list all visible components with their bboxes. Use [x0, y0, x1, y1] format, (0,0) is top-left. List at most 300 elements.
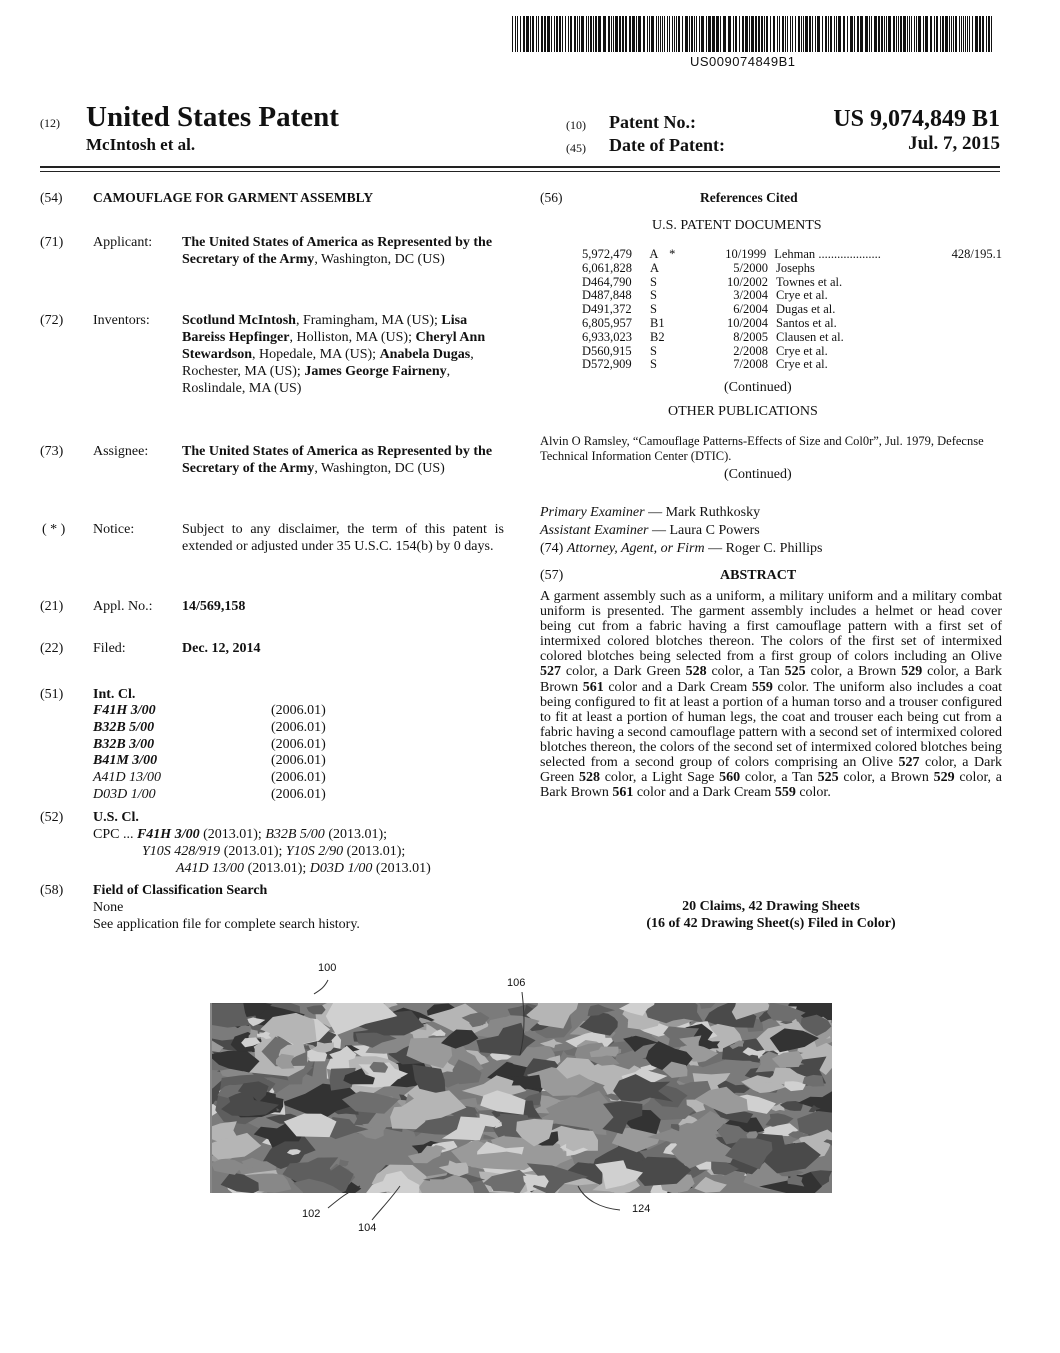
code-52: (52) [40, 810, 64, 825]
field-search-none: None [93, 900, 124, 915]
barcode-bar [991, 16, 992, 52]
barcode-bar [515, 16, 516, 52]
barcode-bar [598, 16, 601, 52]
reference-row [582, 317, 1002, 331]
barcode-bar [878, 16, 880, 52]
figure-label-106: 106 [507, 977, 526, 989]
barcode-bar [896, 16, 897, 52]
barcode-bar [669, 16, 670, 52]
figure-label-102: 102 [302, 1208, 321, 1220]
ref-number: D560,915 [582, 343, 632, 358]
cpc-version: (2013.01); [324, 827, 388, 842]
drawing-sheets-note: (16 of 42 Drawing Sheet(s) Filed in Color) [646, 916, 896, 931]
ref-number: 6,805,957 [582, 315, 632, 330]
abstract-segment: color, a Light Sage [599, 770, 720, 786]
field-search-note: See application file for complete search history. [93, 917, 360, 932]
code-73: (73) [40, 444, 64, 459]
ref-kind: S [650, 288, 657, 303]
ref-number: D487,848 [582, 288, 632, 303]
ref-kind: A [650, 260, 660, 275]
barcode-bar [751, 16, 754, 52]
barcode-bar [860, 16, 863, 52]
abstract-segment: color, a Tan [740, 770, 818, 786]
abstract-segment: color. The uniform also includes a coat being configured to fit at least a portion of a human torso and a trouser configured to fit at least a portion of human legs, the coat and trouser each being cut from a fabric having a second camouflage pattern with a second set of intermixed colored blotches thereon, the colors of the second set of intermixed colored blotches being selected from a second group of colors comprising an Olive [540, 679, 1002, 771]
attorney [540, 540, 822, 557]
barcode-bar [825, 16, 827, 52]
patent-date: Jul. 7, 2015 [908, 133, 1000, 154]
assignee-location: , Washington, DC (US) [314, 461, 445, 476]
reference-row [582, 276, 1002, 290]
barcode-bar [790, 16, 791, 52]
ref-name-text: Lehman [774, 248, 816, 261]
int-cl-row [93, 703, 393, 720]
barcode-bar [685, 16, 688, 52]
barcode-bar [556, 16, 558, 52]
barcode-bar [699, 16, 700, 52]
barcode-bar [834, 16, 835, 52]
barcode-bar [538, 16, 539, 52]
barcode-bar [613, 16, 614, 52]
figure-leader-lines [200, 960, 860, 1250]
ref-name: Crye et al. [776, 358, 828, 372]
barcode-bar [961, 16, 962, 52]
barcode-bar [723, 16, 726, 52]
assistant-examiner [540, 522, 760, 539]
barcode-bar [801, 16, 802, 52]
abstract-segment: A garment assembly such as a uniform, a military uniform and a military combat uniform is presented. The garment assembly includes a helmet or head cover being cut from a fabric having a first camouflage pattern with a first set of intermixed colored blotches thereon. The colors of the first set of intermixed colored blotches being selected from a first group of colors including an Olive [540, 589, 1002, 665]
barcode-bar [871, 16, 872, 52]
barcode-bar [982, 16, 984, 52]
barcode-bar [965, 16, 966, 52]
code-57: (57) [540, 568, 564, 583]
code-51: (51) [40, 687, 64, 702]
int-cl-version: (2006.01) [271, 786, 326, 802]
barcode-bar [812, 16, 813, 52]
ref-star [670, 331, 686, 345]
barcode-bar [903, 16, 906, 52]
int-cl-row [93, 770, 393, 787]
barcode-bar [893, 16, 895, 52]
barcode-bar [696, 16, 697, 52]
int-cl-version: (2006.01) [271, 736, 326, 752]
barcode-bar [689, 16, 690, 52]
barcode-number: US009074849B1 [690, 54, 796, 69]
notice-label: Notice: [93, 522, 135, 537]
color-ref: 527 [898, 755, 920, 771]
barcode-bar [911, 16, 912, 52]
barcode-bar [716, 16, 719, 52]
ref-star: * [669, 247, 676, 261]
code-72: (72) [40, 313, 64, 328]
barcode-bar [512, 16, 513, 52]
reference-row [582, 345, 1002, 359]
barcode-bar [798, 16, 800, 52]
int-cl-code: A41D 13/00 [93, 770, 162, 786]
barcode-bar [940, 16, 941, 52]
applicant-label: Applicant: [93, 235, 153, 250]
int-cl-version: (2006.01) [271, 753, 326, 769]
inventors-field [182, 312, 504, 397]
ref-number: 6,933,023 [582, 329, 632, 344]
barcode-bar [953, 16, 954, 52]
attorney-name: — Roger C. Phillips [704, 541, 823, 556]
code-45: (45) [566, 141, 586, 155]
int-cl-version: (2006.01) [271, 703, 326, 718]
assignee-field [182, 443, 504, 477]
barcode-bar [541, 16, 543, 52]
barcode-bar [773, 16, 775, 52]
field-search-label: Field of Classification Search [93, 883, 268, 898]
primary-examiner-name: — Mark Ruthkosky [644, 505, 761, 520]
barcode-bar [523, 16, 525, 52]
barcode-bar [838, 16, 841, 52]
leader-line-106 [520, 992, 524, 1055]
int-cl-code: B32B 5/00 [93, 719, 155, 735]
barcode-bar [676, 16, 677, 52]
cpc-label: CPC ... [93, 827, 134, 842]
barcode-bar [857, 16, 859, 52]
ref-date: 6/2004 [733, 302, 768, 317]
barcode-bar [593, 16, 594, 52]
barcode-bar [934, 16, 935, 52]
barcode-bar [588, 16, 589, 52]
barcode-bar [865, 16, 868, 52]
us-cl-label: U.S. Cl. [93, 810, 139, 825]
color-ref: 559 [751, 679, 773, 695]
barcode-bar [874, 16, 877, 52]
ref-star [670, 317, 686, 331]
barcode-bar [632, 16, 635, 52]
cpc-version: (2013.01); [343, 844, 406, 859]
barcode-bar [662, 16, 663, 52]
cpc-version: (2013.01); [199, 827, 266, 842]
color-ref: 525 [817, 770, 839, 786]
barcode-bar [611, 16, 612, 52]
cpc-line-1 [93, 826, 513, 843]
inventor-location: , Framingham, MA (US); [295, 313, 442, 328]
abstract-segment: color, a Dark Green [561, 664, 686, 680]
abstract-segment: color. [795, 785, 831, 801]
leader-line-102 [328, 1186, 360, 1208]
barcode-bar [547, 16, 550, 52]
int-cl-code: B32B 3/00 [93, 736, 155, 752]
primary-examiner [540, 504, 760, 521]
code-54: (54) [40, 190, 63, 205]
abstract-segment: color, a Tan [706, 664, 785, 680]
other-publication-text: Alvin O Ramsley, “Camouflage Patterns-Effects of Size and Col0r”, Jul. 1979, Defecnse Technical Information Center (DTIC). [540, 434, 984, 463]
barcode-bar [869, 16, 870, 52]
barcode-bar [792, 16, 793, 52]
reference-row [582, 248, 1002, 262]
barcode-bar [963, 16, 964, 52]
ref-star [670, 345, 686, 359]
barcode-bar [828, 16, 829, 52]
inventor-name: Cheryl Ann Stewardson [182, 330, 486, 362]
barcode-bar [955, 16, 957, 52]
cpc-version: (2013.01); [220, 844, 286, 859]
assistant-examiner-name: — Laura C Powers [648, 523, 760, 538]
applicant-location: , Washington, DC (US) [314, 252, 445, 267]
barcode-bar [742, 16, 744, 52]
cpc-line-2 [142, 843, 512, 860]
code-71: (71) [40, 235, 64, 250]
barcode-bar [951, 16, 952, 52]
barcode-bar [888, 16, 891, 52]
barcode-bar [520, 16, 521, 52]
ref-class: 428/195.1 [951, 247, 1002, 261]
barcode-bar [986, 16, 987, 52]
ref-kind: S [650, 274, 657, 289]
barcode-bar [850, 16, 853, 52]
barcode-bar [805, 16, 808, 52]
barcode-bar [574, 16, 576, 52]
barcode-bar [551, 16, 552, 52]
abstract-segment: color and a Dark Cream [603, 679, 752, 695]
barcode-bar [949, 16, 950, 52]
barcode-bar [881, 16, 883, 52]
int-cl-list [93, 703, 393, 804]
ref-date: 5/2000 [733, 260, 768, 275]
ref-date: 10/1999 [725, 247, 767, 261]
barcode-bar [777, 16, 778, 52]
barcode-bar [656, 16, 657, 52]
ref-number: D464,790 [582, 274, 632, 289]
abstract-segment: color, a Brown [838, 770, 934, 786]
barcode-bar [770, 16, 771, 52]
barcode-bar [854, 16, 855, 52]
barcode-bar [936, 16, 938, 52]
patent-no-label: Patent No.: [609, 112, 696, 132]
attorney-label: Attorney, Agent, or Firm [566, 541, 705, 556]
us-patent-docs-title: U.S. PATENT DOCUMENTS [652, 218, 822, 233]
barcode-bar [554, 16, 555, 52]
inventors-short: McIntosh et al. [86, 135, 196, 154]
ref-name: Clausen et al. [776, 330, 844, 344]
abstract-segment: color, a Bark Brown [540, 770, 1003, 801]
int-cl-row [93, 753, 393, 770]
abstract-segment: color, a Dark Green [540, 755, 1002, 786]
int-cl-label: Int. Cl. [93, 687, 136, 702]
figure-label-100: 100 [318, 962, 337, 974]
barcode-bar [682, 16, 683, 52]
color-ref: 560 [719, 770, 741, 786]
ref-kind: S [650, 343, 657, 358]
int-cl-version: (2006.01) [271, 770, 326, 786]
barcode-bar [678, 16, 680, 52]
ref-name: Josephs [776, 261, 815, 275]
inventors-label: Inventors: [93, 313, 150, 328]
color-ref: 529 [901, 664, 923, 680]
barcode-bar [884, 16, 885, 52]
barcode-bar [900, 16, 902, 52]
barcode [512, 16, 1000, 52]
publications-continued: (Continued) [724, 467, 792, 482]
inventor-name: James George Fairneny [304, 364, 447, 379]
barcode-bar [972, 16, 973, 52]
patent-number: US 9,074,849 B1 [833, 106, 1000, 132]
references-title: References Cited [700, 190, 798, 205]
ref-kind: S [650, 302, 657, 317]
code-58: (58) [40, 883, 64, 898]
barcode-bar [945, 16, 948, 52]
header-rule-bottom [40, 171, 1000, 172]
barcode-bar [779, 16, 780, 52]
barcode-bar [942, 16, 944, 52]
appl-no-value: 14/569,158 [182, 599, 246, 614]
int-cl-row [93, 720, 393, 737]
color-ref: 528 [685, 664, 707, 680]
cpc-code: B32B 5/00 [265, 827, 325, 842]
ref-number: D491,372 [582, 302, 632, 317]
barcode-bar [916, 16, 917, 52]
reference-row [582, 289, 1002, 303]
int-cl-code: F41H 3/00 [93, 703, 156, 718]
int-cl-version: (2006.01) [271, 719, 326, 735]
inventor-location: , Rochester, MA (US); [182, 347, 474, 379]
barcode-bar [603, 16, 606, 52]
ref-dots: .................... [818, 248, 881, 261]
claims-count: 20 Claims, 42 Drawing Sheets [682, 899, 860, 914]
ref-kind: A [649, 247, 659, 261]
color-ref: 561 [612, 785, 634, 801]
barcode-bar [782, 16, 784, 52]
barcode-bar [565, 16, 566, 52]
ref-star [670, 303, 686, 317]
barcode-bar [739, 16, 740, 52]
barcode-bar [969, 16, 970, 52]
date-label: Date of Patent: [609, 135, 725, 155]
ref-star [670, 358, 686, 372]
barcode-bar [755, 16, 757, 52]
color-ref: 528 [578, 770, 600, 786]
filed-value: Dec. 12, 2014 [182, 641, 261, 656]
barcode-bar [836, 16, 837, 52]
barcode-bar [536, 16, 537, 52]
barcode-bar [615, 16, 618, 52]
references-continued: (Continued) [724, 380, 792, 395]
abstract-segment: color and a Dark Cream [633, 785, 775, 801]
barcode-bar [608, 16, 610, 52]
cpc-version: (2013.01); [244, 861, 310, 876]
ref-kind: S [650, 357, 657, 372]
barcode-bar [749, 16, 750, 52]
barcode-bar [809, 16, 811, 52]
barcode-bar [526, 16, 529, 52]
barcode-bar [706, 16, 707, 52]
int-cl-code: D03D 1/00 [93, 786, 156, 802]
ref-name [774, 248, 942, 262]
barcode-bar [579, 16, 580, 52]
barcode-bar [914, 16, 915, 52]
ref-name: Crye et al. [776, 289, 828, 303]
barcode-bar [815, 16, 816, 52]
barcode-bar [577, 16, 578, 52]
abstract-text [540, 589, 1002, 800]
patent-type-title: United States Patent [86, 101, 339, 133]
barcode-bar [595, 16, 597, 52]
barcode-bar [590, 16, 592, 52]
code-74: (74) [540, 541, 567, 556]
figure-label-124: 124 [632, 1203, 651, 1215]
barcode-bar [988, 16, 990, 52]
ref-date: 8/2005 [733, 329, 768, 344]
barcode-bar [803, 16, 804, 52]
ref-star [670, 289, 686, 303]
code-21: (21) [40, 599, 64, 614]
barcode-bar [625, 16, 627, 52]
barcode-bar [544, 16, 546, 52]
inventor-location: , Roslindale, MA (US) [182, 364, 451, 396]
barcode-bar [701, 16, 704, 52]
barcode-bar [619, 16, 621, 52]
cpc-code: D03D 1/00 [309, 861, 373, 876]
barcode-bar [930, 16, 932, 52]
barcode-bar [649, 16, 650, 52]
barcode-bar [733, 16, 734, 52]
color-ref: 527 [540, 664, 561, 680]
notice-code: ( * ) [42, 522, 66, 537]
assistant-examiner-label: Assistant Examiner [540, 523, 649, 538]
color-ref: 561 [582, 679, 604, 695]
cpc-code: Y10S 2/90 [285, 844, 344, 859]
ref-name: Dugas et al. [776, 303, 836, 317]
barcode-bar [975, 16, 978, 52]
reference-row [582, 331, 1002, 345]
barcode-bar [822, 16, 823, 52]
ref-name: Santos et al. [776, 316, 837, 330]
reference-row [582, 358, 1002, 372]
code-12: (12) [40, 116, 60, 130]
inventor-location: , Hopedale, MA (US); [252, 347, 380, 362]
barcode-bar [735, 16, 737, 52]
barcode-bar [562, 16, 563, 52]
barcode-bar [672, 16, 673, 52]
barcode-bar [795, 16, 796, 52]
barcode-bar [909, 16, 910, 52]
barcode-bar [766, 16, 768, 52]
barcode-bar [720, 16, 721, 52]
barcode-bar [622, 16, 624, 52]
barcode-bar [532, 16, 534, 52]
code-10: (10) [566, 118, 586, 132]
assignee-name: The United States of America as Represented by the Secretary of the Army [182, 444, 493, 476]
ref-star [670, 276, 686, 290]
barcode-bar [886, 16, 887, 52]
barcode-bar [559, 16, 561, 52]
other-publications-title: OTHER PUBLICATIONS [668, 404, 818, 419]
barcode-bar [638, 16, 641, 52]
inventor-name: Anabela Dugas [379, 347, 471, 362]
applicant-field [182, 234, 504, 268]
abstract-title: ABSTRACT [720, 568, 797, 583]
reference-row [582, 262, 1002, 276]
abstract-segment: color, a Brown [805, 664, 902, 680]
barcode-bar [918, 16, 921, 52]
header-rule-top [40, 166, 1000, 168]
barcode-bar [758, 16, 760, 52]
invention-title: CAMOUFLAGE FOR GARMENT ASSEMBLY [93, 190, 374, 205]
ref-date: 10/2002 [727, 274, 768, 289]
ref-name: Townes et al. [776, 275, 843, 289]
ref-star [670, 262, 686, 276]
cpc-version: (2013.01) [372, 861, 431, 876]
barcode-bar [658, 16, 659, 52]
barcode-bar [586, 16, 587, 52]
barcode-bar [761, 16, 763, 52]
inventor-name: Lisa Bareiss Hepfinger [182, 313, 468, 345]
cpc-line-3 [176, 860, 516, 877]
filed-label: Filed: [93, 641, 126, 656]
